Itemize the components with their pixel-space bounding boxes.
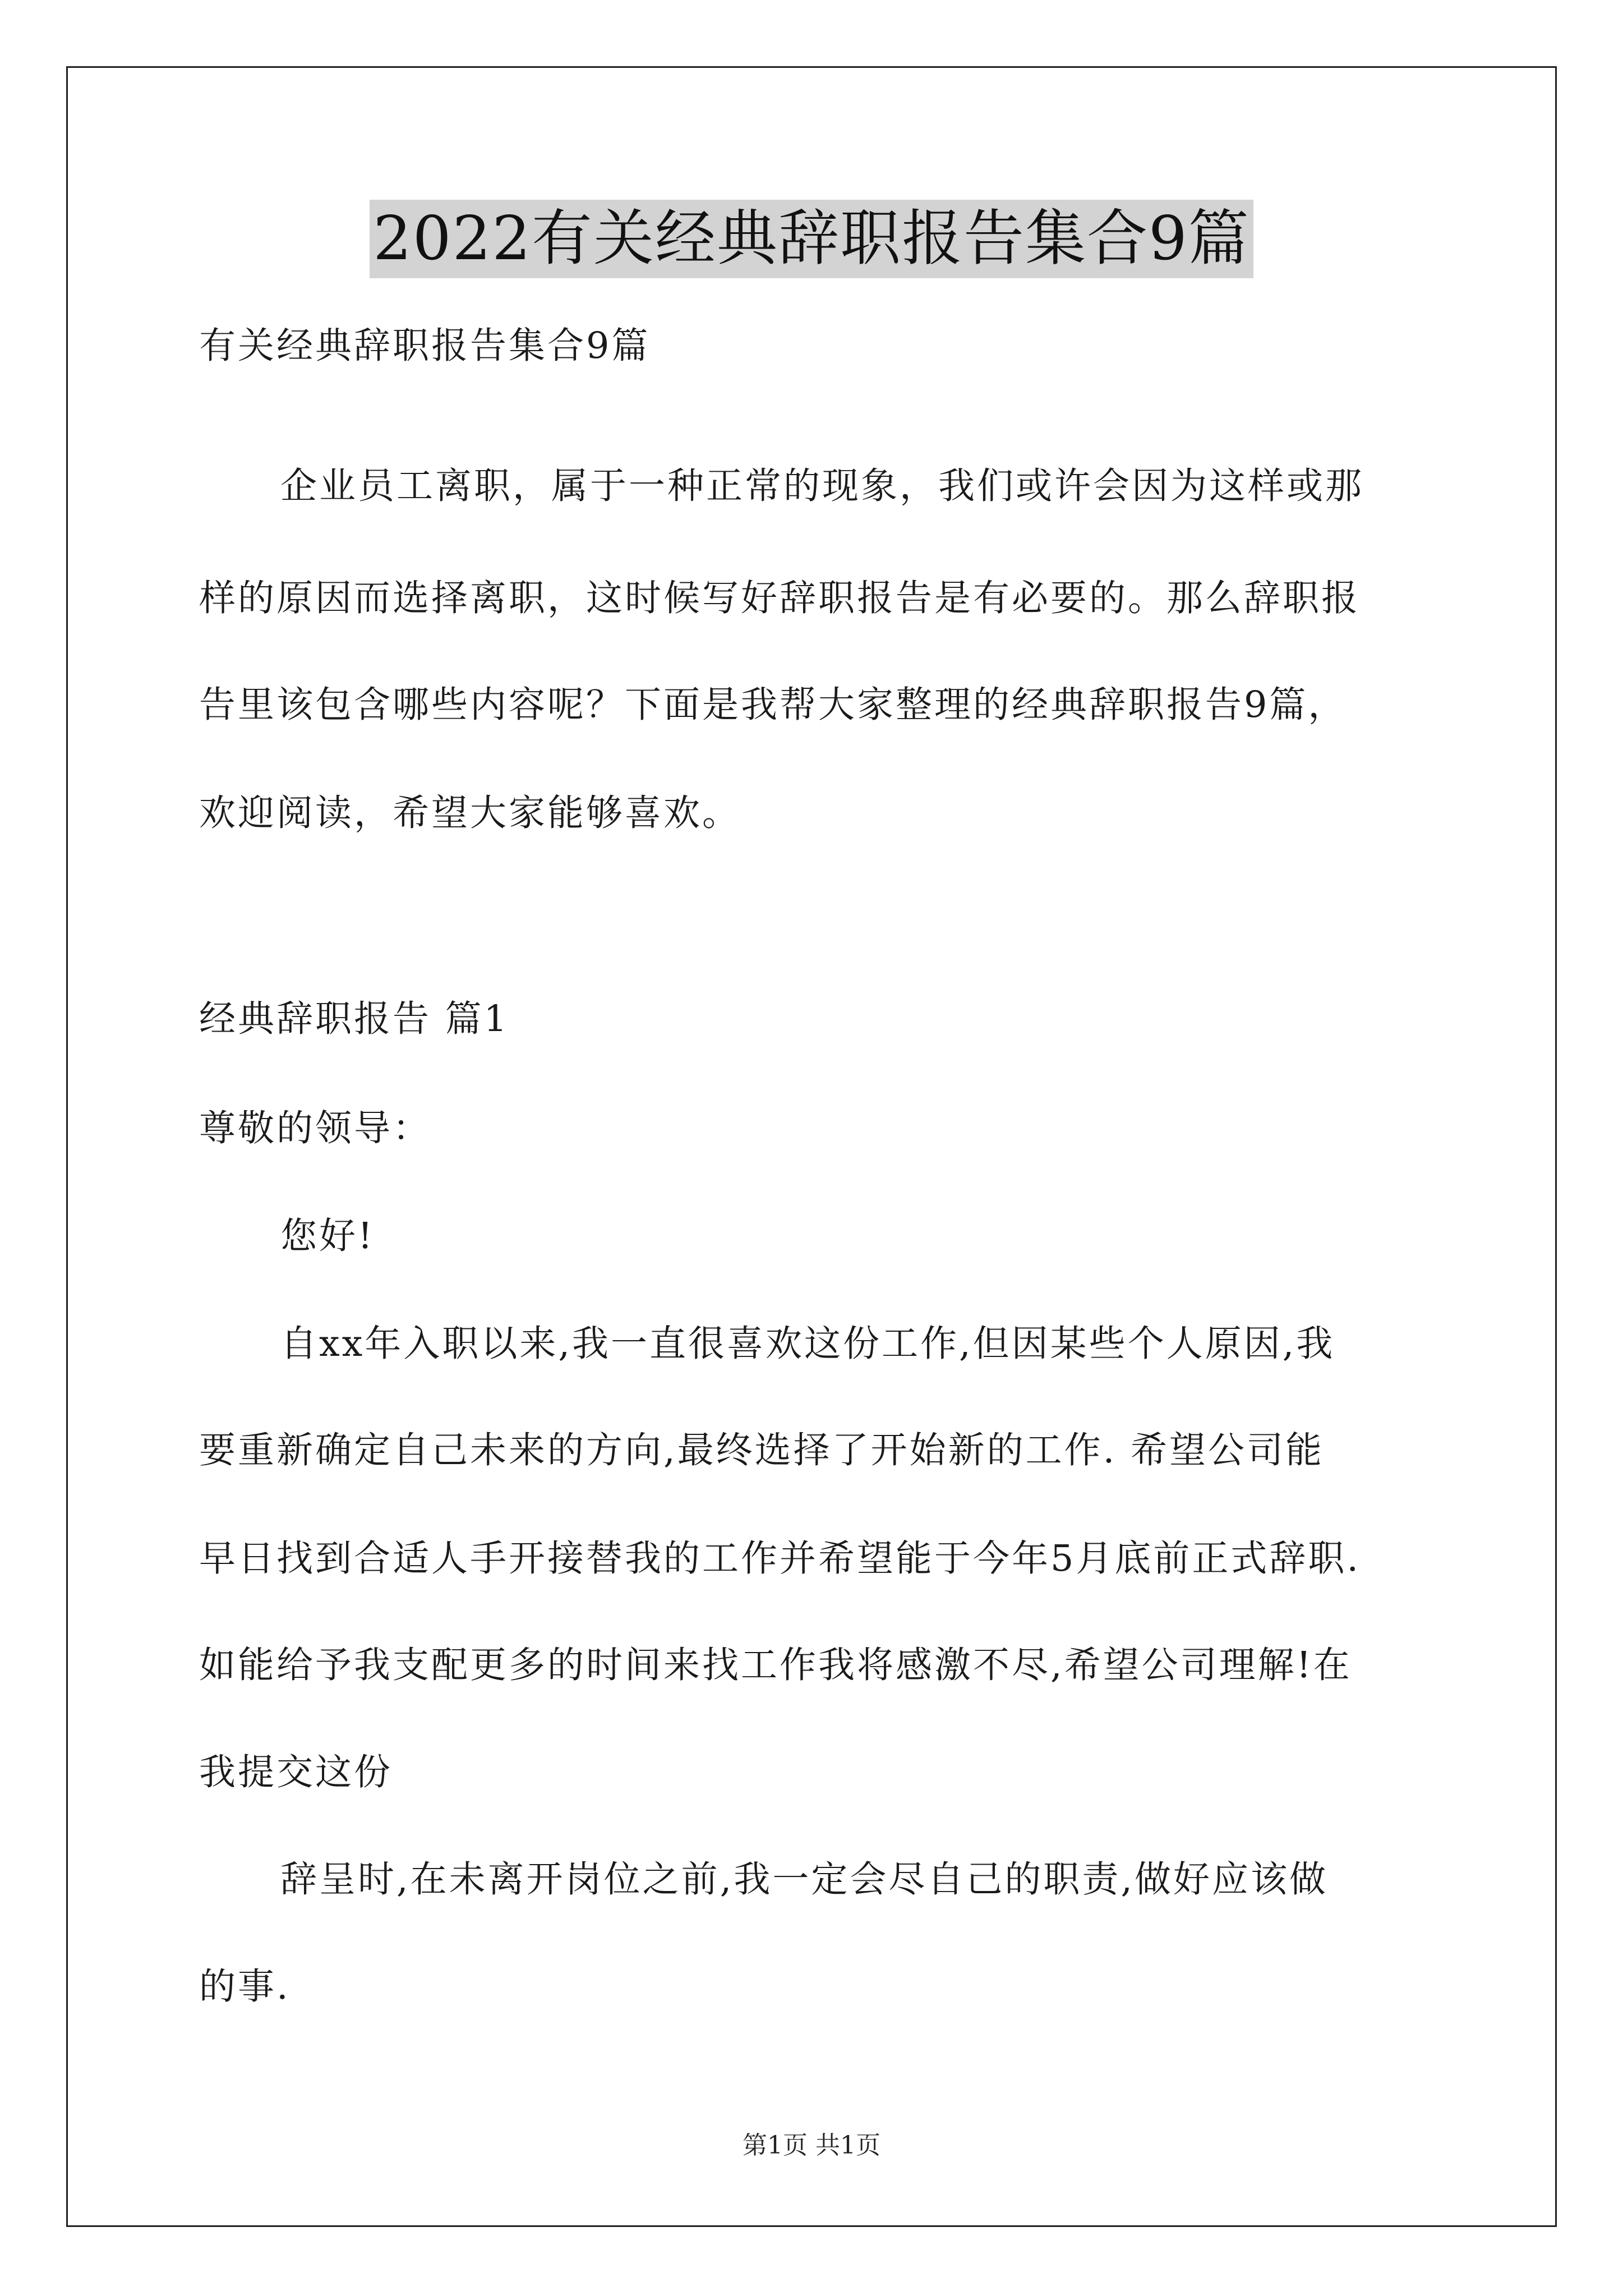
salutation: 尊敬的领导： — [199, 1107, 432, 1149]
body-line-3: 早日找到合适人手开接替我的工作并希望能于今年5月底前正式辞职. — [199, 1538, 1361, 1580]
intro-line-4: 欢迎阅读，希望大家能够喜欢。 — [199, 792, 741, 834]
body-line-6: 辞呈时,在未离开岗位之前,我一定会尽自己的职责,做好应该做 — [280, 1858, 1328, 1901]
page-number-footer: 第1页 共1页 — [743, 2131, 880, 2160]
body-line-7: 的事. — [199, 1966, 291, 2008]
body-line-5: 我提交这份 — [199, 1751, 393, 1793]
subtitle-line: 有关经典辞职报告集合9篇 — [199, 325, 651, 367]
body-line-1: 自xx年入职以来,我一直很喜欢这份工作,但因某些个人原因,我 — [280, 1323, 1335, 1365]
intro-line-2: 样的原因而选择离职，这时候写好辞职报告是有必要的。那么辞职报 — [199, 577, 1361, 619]
title-container — [0, 200, 1623, 278]
body-line-2: 要重新确定自己未来的方向,最终选择了开始新的工作. 希望公司能 — [199, 1429, 1324, 1471]
intro-line-1: 企业员工离职，属于一种正常的现象，我们或许会因为这样或那 — [280, 465, 1364, 507]
body-line-4: 如能给予我支配更多的时间来找工作我将感激不尽,希望公司理解!在 — [199, 1644, 1352, 1686]
intro-line-3: 告里该包含哪些内容呢？下面是我帮大家整理的经典辞职报告9篇， — [199, 684, 1347, 726]
document-title: 2022有关经典辞职报告集合9篇 — [370, 200, 1253, 278]
section-heading: 经典辞职报告 篇1 — [199, 998, 510, 1040]
greeting: 您好! — [280, 1215, 375, 1257]
